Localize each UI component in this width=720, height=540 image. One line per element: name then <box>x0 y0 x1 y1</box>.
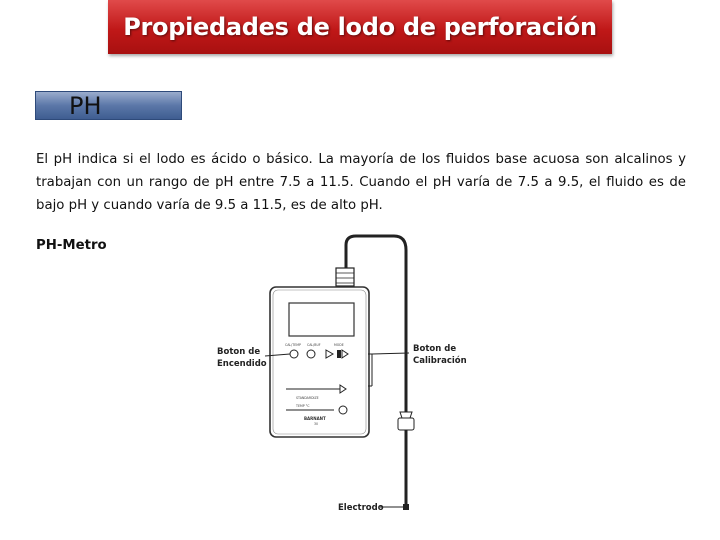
power-button <box>290 350 298 358</box>
device-brand: BARNANT <box>304 416 326 421</box>
device-label-3: MODE <box>334 343 344 347</box>
device-label-2: CAL/BUF <box>307 343 321 347</box>
section-tag <box>35 91 182 120</box>
ph-meter-diagram <box>200 225 470 520</box>
body-paragraph: El pH indica si el lodo es ácido o básico. La mayoría de los fluidos base acuosa son alcalinos y trabajan con un rango de pH entre 7.5 a 11.5. Cuando el pH varía de 7.5 a 9.5, el fluido es de bajo pH y cuando varía de 9.5 a 11.5, es de alto pH. <box>36 152 686 213</box>
device-label-1: CAL/TEMP <box>285 343 301 347</box>
mode-button <box>337 350 341 358</box>
label-power-2: Encendido <box>217 359 267 369</box>
temp-knob <box>339 406 347 414</box>
label-cal-2: Calibración <box>413 356 467 366</box>
label-electrode: Electrodo <box>338 503 384 513</box>
probe-body <box>398 418 414 430</box>
device-label-5: TEMP °C <box>296 404 310 408</box>
device-model: 30 <box>314 422 319 426</box>
label-power-1: Boton de <box>217 347 261 357</box>
section-tag-label: PH <box>69 92 102 120</box>
title-banner <box>108 0 612 54</box>
page-title: Propiedades de lodo de perforación <box>123 13 597 41</box>
label-cal-1: Boton de <box>413 344 457 354</box>
probe-neck <box>400 412 412 418</box>
device-label-4: STANDARDIZE <box>296 396 319 400</box>
subheading-ph-metro: PH-Metro <box>36 238 107 253</box>
device-display <box>289 303 354 336</box>
cal-button-1 <box>307 350 315 358</box>
probe-tip <box>403 504 409 510</box>
